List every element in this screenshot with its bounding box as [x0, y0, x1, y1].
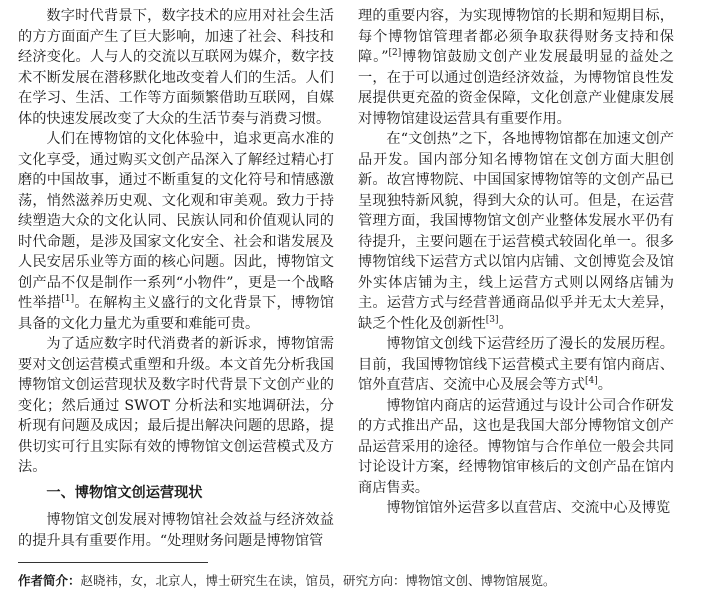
paragraph — [358, 129, 674, 334]
paragraph-text: 。 — [597, 377, 612, 393]
footnote-label: 作者简介： — [18, 573, 81, 588]
footnote-divider — [18, 562, 208, 563]
paragraph: 博物馆文创发展对博物馆社会效益与经济效益的提升具有重要作用。“处理财务问题是博物馆管 — [18, 512, 334, 549]
citation-ref: [3] — [485, 314, 499, 325]
paragraph: 数字时代背景下，数字技术的应用对社会生活的方方面面产生了巨大影响，加速了社会、科技和经济变化。人与人的交流以互联网为媒介，数字技术不断发展在潜移默化地改变着人们的生活。人们在学习、生活、工作等方面频繁借助互联网，自媒体的快速发展改变了大众的生活节奏与消费习惯。 — [18, 8, 334, 127]
left-column — [18, 6, 334, 551]
citation-ref: [4] — [585, 376, 598, 386]
paragraph-text: 在“文创热”之下，各地博物馆都在加速文创产品开发。国内部分知名博物馆在文创方面大胆创新。故宫博物院、中国国家博物馆等的文创产品已呈现独特新风貌，得到大众的认可。但是，在运营管理方面，我国博物馆文创产业整体发展水平仍有待提升，主要问题在于运营模式较固化单一。很多博物馆线下运营方式以馆内店铺、文创博览会及馆外实体店铺为主，线上运营方式则以网络店铺为主。运营方式与经营普通商品似乎并无太大差异，缺乏个性化及创新性 — [358, 131, 674, 332]
footnote-text: 赵晓祎，女，北京人，博士研究生在读，馆员，研究方向：博物馆文创、博物馆展览。 — [80, 573, 556, 588]
paragraph — [18, 129, 334, 334]
paragraph-text: 。 — [498, 315, 513, 332]
paragraph: 博物馆馆外运营多以直营店、交流中心及博览 — [386, 500, 671, 516]
paragraph: 博物馆内商店的运营通过与设计公司合作研发的方式推出产品，这也是我国大部分博物馆文创产品运营采用的途径。博物馆与合作单位一般会共同讨论设计方案，经博物馆审核后的文创产品在馆内商店售卖。 — [358, 397, 674, 496]
paragraph: 为了适应数字时代消费者的新诉求，博物馆需要对文创运营模式重塑和升级。本文首先分析我国博物馆文创运营现状及数字时代背景下文创产业的变化；然后通过 SWOT 分析法和实地调研法，分析现有问题及成因；最后提出解决问题的思路，提供切实可行且实际有效的博物馆文创运营模式及方法。 — [18, 336, 334, 475]
paragraph-text: 人们在博物馆的文化体验中，追求更高水准的文化享受，通过购买文创产品深入了解经过精心打磨的中国故事，通过不断重复的文化符号和情感激荡，悄然滋养历史观、文化观和审美观。致力于持续塑造大众的文化认同、民族认同和价值观认同的时代命题，是涉及国家文化安全、社会和谐发展及人民安居乐业等方面的核心问题。因此，博物馆文创产品不仅是制作一系列“小物件”，更是一个战略性举措 — [18, 131, 334, 311]
author-footnote — [18, 572, 688, 590]
paragraph-text: 博物馆文创线下运营经历了漫长的发展历程。目前，我国博物馆线下运营模式主要有馆内商店、馆外直营店、交流中心及展会等方式 — [358, 336, 674, 393]
paragraph-text: 理的重要内容，为实现博物馆的长期和短期目标，每个博物馆管理者都必须争取获得财务支持和保障。” — [358, 8, 674, 65]
citation-ref: [1] — [61, 294, 75, 304]
paragraph — [358, 6, 674, 129]
paragraph-text: 。在解构主义盛行的文化背景下，博物馆具备的文化力量尤为重要和难能可贵。 — [18, 295, 334, 332]
paragraph — [358, 334, 674, 396]
section-heading: 一、博物馆文创运营现状 — [46, 484, 203, 501]
right-column — [358, 6, 674, 519]
citation-ref: [2] — [388, 48, 402, 58]
paragraph-text: 博物馆鼓励文创产业发展最明显的益处之一，在于可以通过创造经济效益，为博物馆良性发展提供更充盈的资金保障，文化创意产业健康发展对博物馆建设运营具有重要作用。 — [358, 49, 674, 127]
